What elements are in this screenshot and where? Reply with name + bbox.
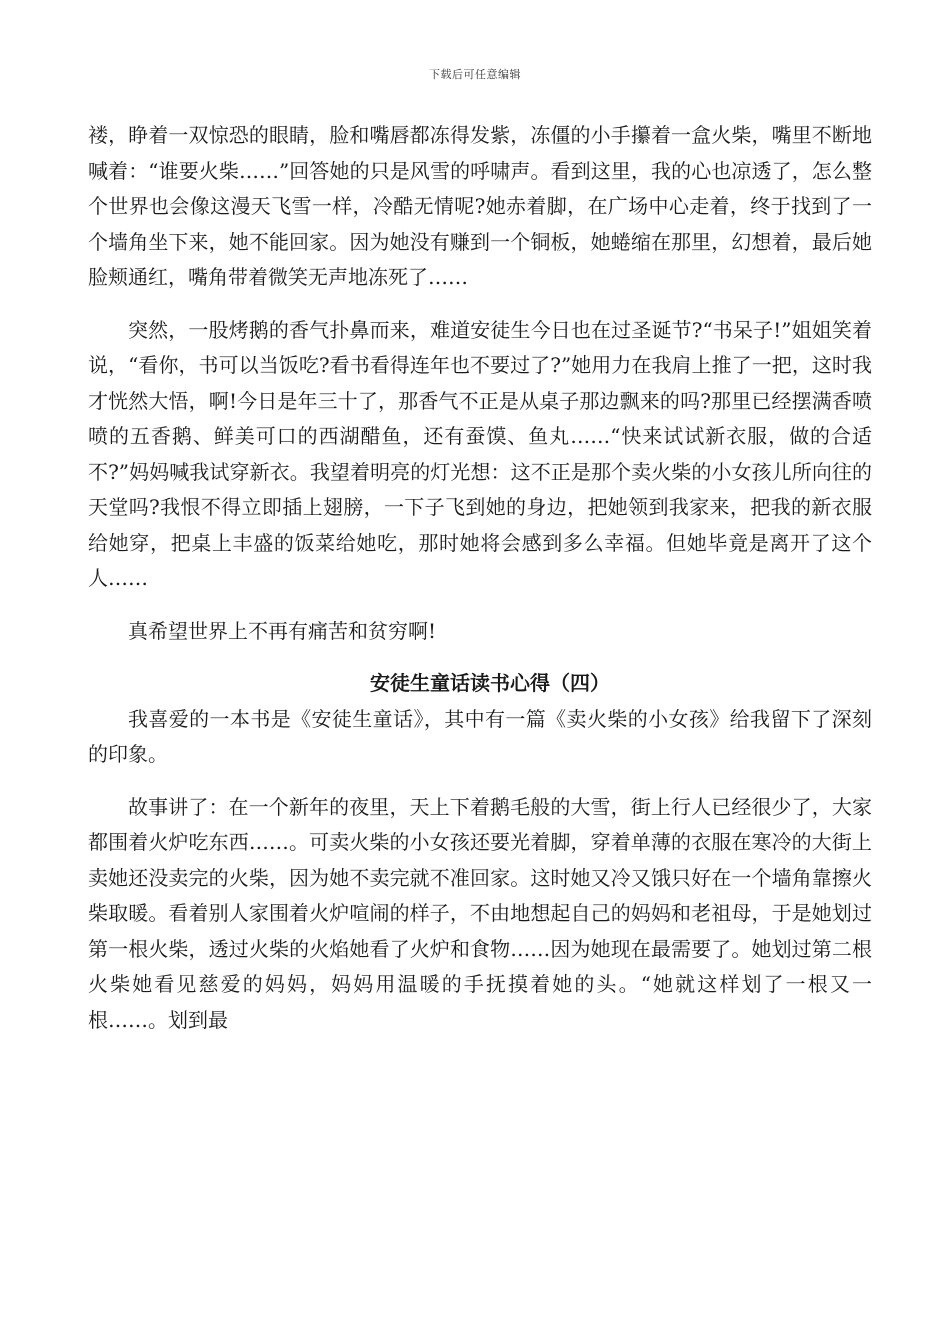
paragraph-roast-goose: 突然，一股烤鹅的香气扑鼻而来，难道安徒生今日也在过圣诞节?“书呆子!”姐姐笑着说，“看你，书可以当饭吃?看书看得连年也不要过了?”她用力在我肩上推了一把，这时我才恍然大悟，啊!今日是年三十了，那香气不正是从桌子那边飘来的吗?那里已经摆满香喷喷的五香鹅、鲜美可口的西湖醋鱼，还有蚕馍、鱼丸……“快来试试新衣服，做的合适不?”妈妈喊我试穿新衣。我望着明亮的灯光想：这不正是那个卖火柴的小女孩儿所向往的天堂吗?我恨不得立即插上翅膀，一下子飞到她的身边，把她领到我家来，把我的新衣服给她穿，把桌上丰盛的饭菜给她吃，那时她将会感到多么幸福。但她毕竟是离开了这个人…… xyxy=(88,317,872,590)
section-title: 安徒生童话读书心得（四） xyxy=(370,671,610,695)
paragraph-story-summary: 故事讲了：在一个新年的夜里，天上下着鹅毛般的大雪，街上行人已经很少了，大家都围着火炉吃东西……。可卖火柴的小女孩还要光着脚，穿着单薄的衣服在寒冷的大街上卖她还没卖完的火柴，因为她不卖完就不准回家。这时她又冷又饿只好在一个墙角靠擦火柴取暖。看着别人家围着火炉喧闹的样子，不由地想起自己的妈妈和老祖母，于是她划过第一根火柴，透过火柴的火焰她看了火炉和食物……因为她现在最需要了。她划过第二根火柴她看见慈爱的妈妈，妈妈用温暖的手抚摸着她的头。“她就这样划了一根又一根……。划到最 xyxy=(88,794,872,1032)
paragraph-wish: 真希望世界上不再有痛苦和贫穷啊! xyxy=(128,618,437,643)
paragraph-story-continued: 褛，睁着一双惊恐的眼睛，脸和嘴唇都冻得发紫，冻僵的小手攥着一盒火柴，嘴里不断地喊着：“谁要火柴……”回答她的只是风雪的呼啸声。看到这里，我的心也凉透了，怎么整个世界也会像这漫天飞雪一样，冷酷无情呢?她赤着脚，在广场中心走着，终于找到了一个墙角坐下来，她不能回家。因为她没有赚到一个铜板，她蜷缩在那里，幻想着，最后她脸颊通红，嘴角带着微笑无声地冻死了…… xyxy=(88,123,872,289)
page-header: 下载后可任意编辑 xyxy=(429,68,521,81)
document-body xyxy=(88,118,872,1038)
paragraph-favorite-book: 我喜爱的一本书是《安徒生童话》，其中有一篇《卖火柴的小女孩》给我留下了深刻的印象。 xyxy=(88,706,872,766)
